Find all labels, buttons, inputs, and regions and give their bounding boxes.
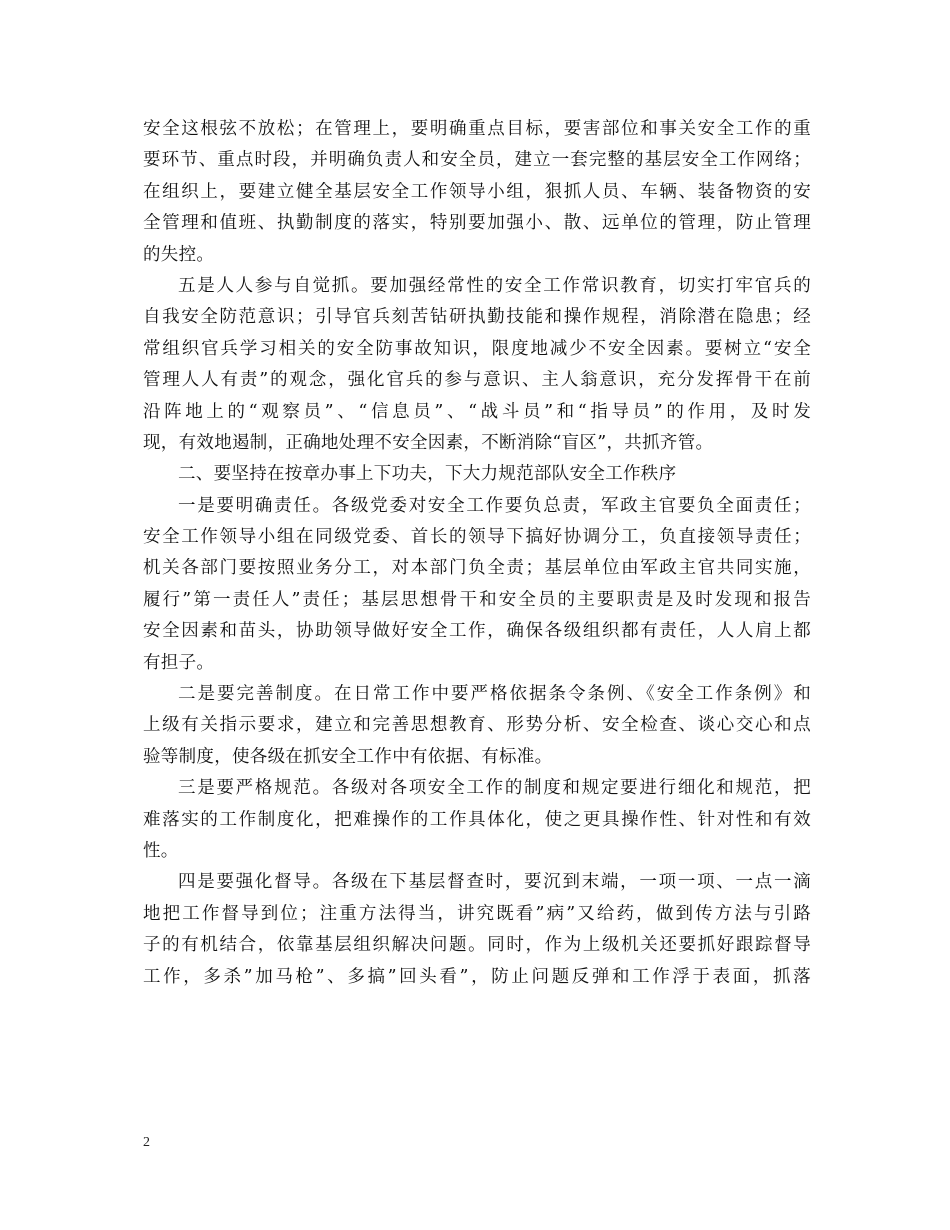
text-line: 常组织官兵学习相关的安全防事故知识，限度地减少不安全因素。要树立“安全	[143, 338, 811, 359]
text-line: 沿阵地上的“观察员”、“信息员”、“战斗员”和“指导员”的作用，及时发	[143, 401, 811, 422]
text-line: 五是人人参与自觉抓。要加强经常性的安全工作常识教育，切实打牢官兵的	[178, 275, 811, 296]
text-line: 子的有机结合，依靠基层组织解决问题。同时，作为上级机关还要抓好跟踪督导	[143, 935, 811, 956]
text-line: 安全工作领导小组在同级党委、首长的领导下搞好协调分工，负直接领导责任；	[143, 527, 811, 548]
text-line: 管理人人有责”的观念，强化官兵的参与意识、主人翁意识，充分发挥骨干在前	[143, 370, 811, 391]
text-line: 上级有关指示要求，建立和完善思想教育、形势分析、安全检查、谈心交心和点	[143, 715, 811, 736]
text-line: 地把工作督导到位；注重方法得当，讲究既看”病”又给药，做到传方法与引路	[143, 903, 811, 924]
text-line: 要环节、重点时段，并明确负责人和安全员，建立一套完整的基层安全工作网络；	[143, 150, 811, 171]
text-line: 一是要明确责任。各级党委对安全工作要负总责，军政主官要负全面责任；	[178, 495, 811, 516]
text-line: 全管理和值班、执勤制度的落实，特别要加强小、散、远单位的管理，防止管理	[143, 213, 811, 234]
text-line: 的失控。	[143, 244, 215, 265]
text-line: 安全这根弦不放松；在管理上，要明确重点目标，要害部位和事关安全工作的重	[143, 119, 811, 139]
text-line: 二是要完善制度。在日常工作中要严格依据条令条例、《安全工作条例》和	[178, 684, 811, 705]
body-text	[143, 114, 811, 993]
section-heading: 二、要坚持在按章办事上下功夫，下大力规范部队安全工作秩序	[178, 464, 677, 485]
text-line: 安全因素和苗头，协助领导做好安全工作，确保各级组织都有责任，人人肩上都	[143, 621, 811, 642]
text-line: 履行”第一责任人”责任；基层思想骨干和安全员的主要职责是及时发现和报告	[143, 589, 811, 610]
text-line: 有担子。	[143, 652, 215, 673]
text-line: 自我安全防范意识；引导官兵刻苦钻研执勤技能和操作规程，消除潜在隐患；经	[143, 307, 811, 328]
text-line: 性。	[143, 840, 179, 861]
text-line: 三是要严格规范。各级对各项安全工作的制度和规定要进行细化和规范，把	[178, 778, 811, 799]
text-line: 验等制度，使各级在抓安全工作中有依据、有标准。	[143, 746, 553, 767]
text-line: 在组织上，要建立健全基层安全工作领导小组，狠抓人员、车辆、装备物资的安	[143, 181, 811, 202]
text-line: 机关各部门要按照业务分工，对本部门负全责；基层单位由军政主官共同实施，	[143, 558, 811, 579]
page-number: 2	[143, 1135, 150, 1150]
text-line: 难落实的工作制度化，把难操作的工作具体化，使之更具操作性、针对性和有效	[143, 809, 811, 830]
text-line: 四是要强化督导。各级在下基层督查时，要沉到末端，一项一项、一点一滴	[178, 872, 811, 893]
text-line: 工作，多杀”加马枪”、多搞”回头看”，防止问题反弹和工作浮于表面，抓落	[143, 966, 811, 987]
text-line: 现，有效地遏制，正确地处理不安全因素，不断消除“盲区”，共抓齐管。	[143, 432, 714, 453]
